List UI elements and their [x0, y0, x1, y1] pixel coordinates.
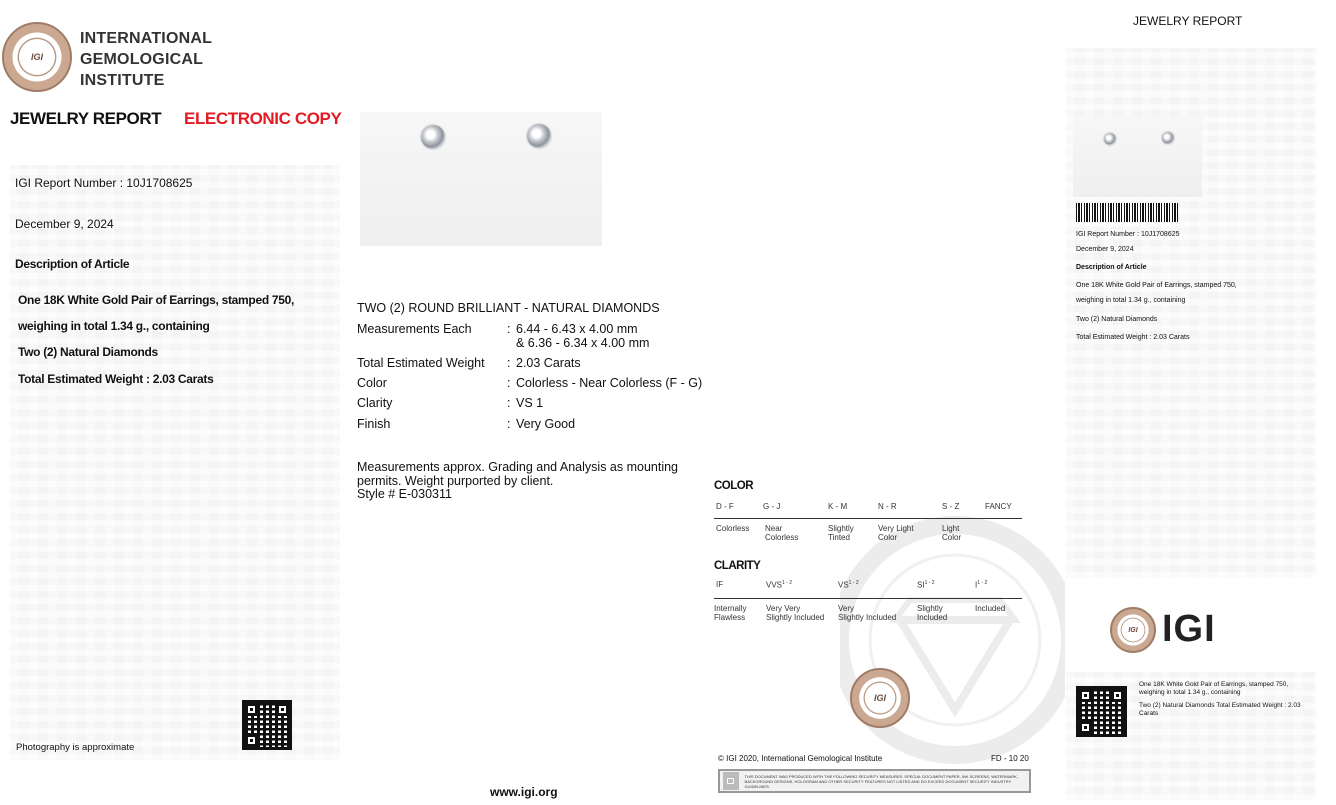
lock-icon	[723, 772, 739, 790]
note-line: Measurements approx. Grading and Analysis as mounting	[357, 460, 679, 474]
igi-seal-icon	[1110, 607, 1156, 653]
clarity-grade: IF	[716, 580, 724, 589]
right-footer-text	[1139, 681, 1311, 717]
grading-row-finish	[357, 417, 717, 437]
right-report-title: JEWELRY REPORT	[1133, 14, 1243, 28]
clarity-desc: Very Very Slightly Included	[766, 604, 825, 622]
org-name	[80, 28, 212, 91]
color-scale-line	[714, 518, 1022, 519]
jewelry-photo-small	[1073, 117, 1202, 197]
color-grade: D - F	[716, 502, 734, 511]
security-note: BACKGROUND DESIGNS, HOLOGRAM AND OTHER SECURITY FEATURES NOT LISTED AND DO EXCEED DOCUMENT SECURITY INDUSTRY GUIDELINES.	[744, 778, 1012, 789]
org-name-line3: INSTITUTE	[80, 72, 165, 89]
form-code: FD - 10 20	[991, 754, 1029, 763]
right-description-line: weighing in total 1.34 g., containing	[1076, 297, 1186, 304]
org-name-line2: GEMOLOGICAL	[80, 51, 204, 68]
note-line: permits. Weight purported by client.	[357, 473, 554, 488]
barcode-icon	[1076, 203, 1178, 222]
grading-table	[357, 322, 717, 437]
clarity-scale	[714, 580, 1022, 626]
color-desc: Colorless	[716, 524, 750, 533]
right-description-line: Two (2) Natural Diamonds	[1076, 316, 1158, 323]
color-grade: K - M	[828, 502, 848, 511]
color-scale	[714, 502, 1022, 546]
row-value: 2.03 Carats	[516, 356, 581, 370]
row-value: Very Good	[516, 417, 576, 431]
row-colon: :	[507, 396, 511, 410]
qr-code-icon[interactable]	[1076, 686, 1127, 737]
note-line: Style # E-030311	[357, 487, 452, 501]
footer-line: One 18K White Gold Pair of Earrings, stamped 750,	[1139, 681, 1289, 688]
clarity-grade: VS$^{1 - 2}$	[838, 580, 859, 590]
clarity-grade: SI$^{1 - 2}$	[917, 580, 935, 590]
notes	[357, 461, 678, 502]
footer-line: weighing in total 1.34 g., containing	[1139, 688, 1241, 696]
seal-mark: IGI	[1128, 626, 1138, 634]
right-report-date: December 9, 2024	[1076, 246, 1134, 253]
report-number: IGI Report Number : 10J1708625	[15, 176, 193, 190]
security-note: THIS DOCUMENT WAS PRODUCED WITH THE FOLLOWING SECURITY MEASURES: SPECIAL DOCUMENT PAPER, INK SCREENS, WATERMARK,	[744, 773, 1018, 779]
description-line: One 18K White Gold Pair of Earrings, stamped 750,	[18, 293, 295, 307]
row-colon: :	[507, 356, 511, 370]
row-label: Finish	[357, 417, 391, 431]
security-strip	[718, 769, 1031, 793]
diamond-earring-right	[1162, 132, 1174, 144]
row-value: VS 1	[516, 396, 544, 410]
row-value: & 6.36 - 6.34 x 4.00 mm	[516, 336, 650, 350]
clarity-desc: Internally Flawless	[714, 604, 747, 622]
color-desc: Very Light Color	[878, 524, 914, 542]
color-desc: Slightly Tinted	[828, 524, 854, 542]
description-line: Two (2) Natural Diamonds	[18, 345, 158, 359]
stone-title: TWO (2) ROUND BRILLIANT - NATURAL DIAMONDS	[357, 301, 660, 315]
grading-row-measurements-2	[357, 336, 717, 356]
color-scale-title: COLOR	[714, 480, 754, 492]
seal-mark: IGI	[873, 693, 886, 703]
right-description-line: Total Estimated Weight : 2.03 Carats	[1076, 334, 1190, 341]
clarity-scale-line	[714, 598, 1022, 599]
grading-row-weight	[357, 356, 717, 376]
right-description-heading: Description of Article	[1076, 264, 1147, 271]
grading-row-clarity	[357, 396, 717, 417]
row-label: Total Estimated Weight	[357, 356, 485, 370]
diamond-earring-left	[421, 125, 445, 149]
description-line: weighing in total 1.34 g., containing	[18, 319, 210, 333]
color-grade: FANCY	[985, 502, 1012, 511]
right-report-number: IGI Report Number : 10J1708625	[1076, 231, 1180, 238]
photo-note: Photography is approximate	[16, 742, 135, 753]
clarity-desc: Included	[975, 604, 1006, 613]
description-line: Total Estimated Weight : 2.03 Carats	[18, 372, 214, 386]
clarity-desc: Slightly Included	[917, 604, 948, 622]
clarity-scale-title: CLARITY	[714, 560, 761, 572]
row-value: Colorless - Near Colorless (F - G)	[516, 376, 703, 390]
org-name-line1: INTERNATIONAL	[80, 30, 213, 47]
grading-row-color	[357, 376, 717, 396]
color-desc: Light Color	[942, 524, 962, 542]
copyright: © IGI 2020, International Gemological Institute	[718, 754, 883, 763]
color-grade: N - R	[878, 502, 897, 511]
igi-logo-text: IGI	[1162, 608, 1216, 650]
clarity-grade: VVS$^{1 - 2}$	[766, 580, 793, 590]
diamond-earring-left	[1104, 133, 1116, 145]
row-label: Measurements Each	[357, 322, 472, 336]
left-watermark-panel	[10, 165, 340, 760]
row-value: 6.44 - 6.43 x 4.00 mm	[516, 322, 638, 336]
report-title: JEWELRY REPORT	[10, 109, 162, 128]
color-grade: S - Z	[942, 502, 960, 511]
clarity-grade: $I^{1 - 2}$	[975, 580, 988, 590]
seal-mark: IGI	[30, 51, 43, 62]
description-heading: Description of Article	[15, 257, 130, 271]
igi-seal-icon	[2, 22, 72, 92]
footer-line: Two (2) Natural Diamonds Total Estimated Weight : 2.03	[1139, 702, 1301, 709]
row-label: Color	[357, 376, 387, 390]
report-date: December 9, 2024	[15, 217, 114, 231]
row-colon: :	[507, 322, 511, 336]
color-grade: G - J	[763, 502, 781, 511]
grading-row-measurements	[357, 322, 717, 336]
right-description-line: One 18K White Gold Pair of Earrings, stamped 750,	[1076, 282, 1237, 289]
row-label: Clarity	[357, 396, 393, 410]
igi-seal-icon	[850, 668, 910, 728]
color-desc: Near Colorless	[765, 524, 799, 542]
clarity-desc: Very Slightly Included	[838, 604, 897, 622]
qr-code-icon[interactable]	[242, 700, 292, 750]
row-colon: :	[507, 417, 511, 431]
website-link[interactable]: www.igi.org	[490, 785, 558, 799]
footer-line: Carats	[1139, 709, 1159, 717]
electronic-copy-label: ELECTRONIC COPY	[184, 109, 342, 128]
row-colon: :	[507, 376, 511, 390]
diamond-earring-right	[527, 124, 551, 148]
jewelry-photo	[360, 112, 602, 246]
